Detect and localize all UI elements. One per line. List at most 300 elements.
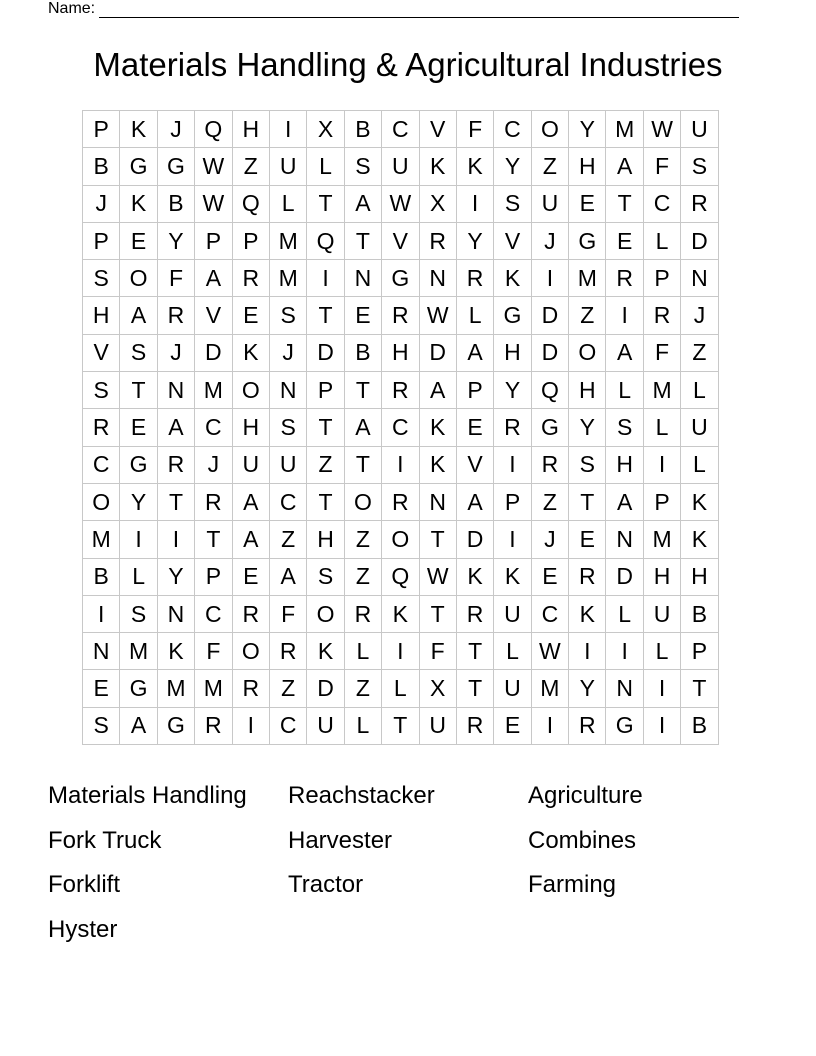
- grid-cell: K: [419, 409, 456, 446]
- grid-cell: E: [456, 409, 493, 446]
- grid-cell: V: [382, 222, 419, 259]
- grid-cell: J: [83, 185, 120, 222]
- grid-row: [83, 521, 719, 558]
- grid-cell: L: [681, 446, 718, 483]
- grid-cell: C: [195, 409, 232, 446]
- grid-cell: T: [157, 483, 194, 520]
- grid-cell: M: [195, 372, 232, 409]
- grid-cell: Z: [531, 148, 568, 185]
- grid-cell: S: [344, 148, 381, 185]
- grid-cell: F: [195, 633, 232, 670]
- grid-cell: S: [269, 409, 306, 446]
- grid-cell: A: [419, 372, 456, 409]
- grid-cell: O: [531, 111, 568, 148]
- grid-cell: D: [307, 670, 344, 707]
- grid-row: [83, 446, 719, 483]
- grid-cell: R: [643, 297, 680, 334]
- grid-cell: I: [606, 633, 643, 670]
- grid-cell: R: [681, 185, 718, 222]
- grid-cell: M: [269, 222, 306, 259]
- grid-cell: A: [120, 707, 157, 744]
- grid-cell: N: [606, 521, 643, 558]
- grid-cell: E: [83, 670, 120, 707]
- grid-cell: B: [681, 595, 718, 632]
- grid-cell: U: [494, 595, 531, 632]
- grid-cell: K: [232, 334, 269, 371]
- word-bank-item: Tractor: [288, 871, 364, 899]
- grid-cell: Y: [569, 111, 606, 148]
- grid-cell: L: [643, 633, 680, 670]
- grid-cell: L: [643, 409, 680, 446]
- grid-cell: Y: [494, 372, 531, 409]
- grid-cell: G: [531, 409, 568, 446]
- grid-cell: I: [382, 446, 419, 483]
- grid-cell: D: [606, 558, 643, 595]
- grid-cell: K: [456, 558, 493, 595]
- grid-cell: T: [681, 670, 718, 707]
- grid-cell: I: [269, 111, 306, 148]
- grid-cell: N: [681, 260, 718, 297]
- grid-cell: O: [232, 633, 269, 670]
- grid-cell: X: [419, 185, 456, 222]
- grid-cell: S: [120, 334, 157, 371]
- grid-cell: Q: [195, 111, 232, 148]
- grid-cell: R: [569, 707, 606, 744]
- word-bank-item: Harvester: [288, 826, 393, 854]
- grid-cell: Y: [569, 409, 606, 446]
- grid-cell: F: [157, 260, 194, 297]
- grid-row: [83, 148, 719, 185]
- grid-cell: A: [157, 409, 194, 446]
- grid-cell: D: [195, 334, 232, 371]
- grid-cell: A: [232, 483, 269, 520]
- grid-cell: K: [157, 633, 194, 670]
- grid-row: [83, 409, 719, 446]
- grid-row: [83, 558, 719, 595]
- grid-cell: R: [494, 409, 531, 446]
- grid-cell: Q: [382, 558, 419, 595]
- grid-cell: J: [531, 521, 568, 558]
- grid-cell: T: [344, 222, 381, 259]
- grid-cell: P: [195, 222, 232, 259]
- grid-cell: I: [569, 633, 606, 670]
- grid-cell: L: [120, 558, 157, 595]
- grid-cell: N: [419, 483, 456, 520]
- grid-cell: B: [344, 111, 381, 148]
- grid-cell: V: [456, 446, 493, 483]
- grid-cell: R: [195, 707, 232, 744]
- grid-cell: T: [120, 372, 157, 409]
- grid-cell: G: [120, 148, 157, 185]
- grid-cell: R: [269, 633, 306, 670]
- grid-cell: H: [569, 148, 606, 185]
- grid-cell: R: [232, 260, 269, 297]
- grid-cell: C: [382, 409, 419, 446]
- grid-cell: H: [232, 111, 269, 148]
- grid-cell: T: [344, 446, 381, 483]
- grid-cell: C: [269, 483, 306, 520]
- grid-cell: T: [456, 670, 493, 707]
- grid-cell: K: [456, 148, 493, 185]
- grid-cell: I: [643, 446, 680, 483]
- grid-cell: G: [157, 148, 194, 185]
- grid-cell: F: [643, 148, 680, 185]
- grid-cell: U: [269, 446, 306, 483]
- grid-cell: H: [643, 558, 680, 595]
- grid-cell: W: [419, 558, 456, 595]
- grid-cell: A: [456, 334, 493, 371]
- grid-cell: S: [120, 595, 157, 632]
- grid-cell: M: [643, 521, 680, 558]
- grid-cell: C: [195, 595, 232, 632]
- grid-cell: L: [456, 297, 493, 334]
- grid-cell: M: [195, 670, 232, 707]
- grid-cell: H: [307, 521, 344, 558]
- grid-cell: Z: [269, 521, 306, 558]
- grid-cell: N: [344, 260, 381, 297]
- grid-row: [83, 707, 719, 744]
- grid-cell: M: [157, 670, 194, 707]
- grid-cell: E: [120, 222, 157, 259]
- grid-cell: F: [419, 633, 456, 670]
- word-bank-item: Agriculture: [528, 782, 643, 809]
- grid-cell: V: [83, 334, 120, 371]
- grid-cell: D: [531, 297, 568, 334]
- grid-cell: Z: [232, 148, 269, 185]
- word-bank-item: Fork Truck: [48, 826, 162, 854]
- grid-cell: S: [681, 148, 718, 185]
- grid-cell: S: [83, 260, 120, 297]
- grid-cell: T: [456, 633, 493, 670]
- grid-cell: P: [307, 372, 344, 409]
- grid-cell: E: [120, 409, 157, 446]
- grid-cell: P: [643, 260, 680, 297]
- grid-cell: R: [195, 483, 232, 520]
- grid-cell: B: [681, 707, 718, 744]
- grid-cell: I: [157, 521, 194, 558]
- grid-cell: R: [382, 372, 419, 409]
- grid-cell: Z: [681, 334, 718, 371]
- grid-cell: H: [232, 409, 269, 446]
- grid-cell: Z: [344, 670, 381, 707]
- page-title: Materials Handling & Agricultural Industries: [93, 46, 723, 83]
- grid-cell: J: [195, 446, 232, 483]
- grid-cell: H: [382, 334, 419, 371]
- grid-cell: A: [606, 483, 643, 520]
- grid-row: [83, 185, 719, 222]
- grid-cell: U: [681, 409, 718, 446]
- grid-row: [83, 297, 719, 334]
- grid-cell: Y: [157, 222, 194, 259]
- grid-cell: H: [606, 446, 643, 483]
- grid-cell: Z: [307, 446, 344, 483]
- grid-cell: S: [494, 185, 531, 222]
- grid-cell: L: [344, 633, 381, 670]
- grid-cell: G: [382, 260, 419, 297]
- name-label: Name:: [48, 0, 96, 17]
- grid-cell: L: [382, 670, 419, 707]
- grid-cell: Z: [344, 558, 381, 595]
- grid-cell: N: [419, 260, 456, 297]
- grid-cell: D: [681, 222, 718, 259]
- grid-cell: C: [494, 111, 531, 148]
- word-bank-item: Forklift: [48, 871, 120, 899]
- grid-cell: P: [83, 111, 120, 148]
- grid-cell: G: [606, 707, 643, 744]
- grid-cell: A: [232, 521, 269, 558]
- grid-cell: Y: [456, 222, 493, 259]
- grid-cell: S: [307, 558, 344, 595]
- grid-cell: R: [456, 260, 493, 297]
- grid-cell: M: [643, 372, 680, 409]
- grid-cell: R: [157, 297, 194, 334]
- grid-cell: Z: [569, 297, 606, 334]
- grid-cell: K: [569, 595, 606, 632]
- grid-cell: B: [83, 558, 120, 595]
- grid-row: [83, 633, 719, 670]
- grid-cell: W: [195, 148, 232, 185]
- grid-cell: T: [606, 185, 643, 222]
- grid-cell: D: [307, 334, 344, 371]
- grid-cell: H: [83, 297, 120, 334]
- grid-cell: Y: [569, 670, 606, 707]
- grid-cell: I: [494, 446, 531, 483]
- grid-cell: N: [269, 372, 306, 409]
- grid-cell: F: [643, 334, 680, 371]
- grid-cell: L: [307, 148, 344, 185]
- grid-cell: R: [456, 595, 493, 632]
- grid-cell: Y: [120, 483, 157, 520]
- grid-cell: G: [157, 707, 194, 744]
- grid-cell: P: [195, 558, 232, 595]
- word-search-grid: [82, 110, 719, 745]
- name-blank-line: [99, 1, 739, 18]
- grid-cell: T: [307, 185, 344, 222]
- grid-cell: Z: [269, 670, 306, 707]
- grid-cell: T: [307, 297, 344, 334]
- grid-cell: G: [120, 446, 157, 483]
- grid-cell: U: [232, 446, 269, 483]
- grid-cell: A: [606, 148, 643, 185]
- grid-cell: A: [269, 558, 306, 595]
- grid-cell: T: [307, 409, 344, 446]
- grid-cell: B: [157, 185, 194, 222]
- grid-cell: O: [382, 521, 419, 558]
- grid-cell: P: [456, 372, 493, 409]
- grid-cell: O: [569, 334, 606, 371]
- grid-cell: P: [83, 222, 120, 259]
- grid-cell: Q: [307, 222, 344, 259]
- grid-cell: J: [681, 297, 718, 334]
- grid-cell: R: [232, 670, 269, 707]
- grid-cell: L: [494, 633, 531, 670]
- grid-cell: R: [382, 297, 419, 334]
- grid-cell: T: [419, 521, 456, 558]
- grid-cell: A: [456, 483, 493, 520]
- grid-cell: M: [569, 260, 606, 297]
- grid-cell: E: [531, 558, 568, 595]
- grid-cell: W: [419, 297, 456, 334]
- grid-cell: L: [643, 222, 680, 259]
- grid-cell: I: [456, 185, 493, 222]
- grid-cell: M: [120, 633, 157, 670]
- grid-cell: Z: [344, 521, 381, 558]
- word-bank-item: Materials Handling: [48, 782, 247, 809]
- grid-cell: P: [643, 483, 680, 520]
- grid-row: [83, 372, 719, 409]
- grid-cell: U: [494, 670, 531, 707]
- grid-cell: A: [606, 334, 643, 371]
- grid-cell: I: [232, 707, 269, 744]
- grid-cell: I: [606, 297, 643, 334]
- grid-cell: A: [120, 297, 157, 334]
- grid-cell: I: [643, 670, 680, 707]
- grid-cell: C: [269, 707, 306, 744]
- grid-cell: E: [232, 297, 269, 334]
- grid-cell: A: [195, 260, 232, 297]
- grid-cell: U: [419, 707, 456, 744]
- grid-cell: V: [195, 297, 232, 334]
- grid-cell: F: [269, 595, 306, 632]
- grid-cell: O: [307, 595, 344, 632]
- grid-cell: R: [606, 260, 643, 297]
- grid-cell: O: [232, 372, 269, 409]
- grid-cell: T: [307, 483, 344, 520]
- grid-cell: R: [569, 558, 606, 595]
- grid-cell: O: [83, 483, 120, 520]
- grid-cell: V: [494, 222, 531, 259]
- grid-cell: I: [83, 595, 120, 632]
- grid-cell: S: [269, 297, 306, 334]
- grid-cell: M: [83, 521, 120, 558]
- grid-cell: O: [120, 260, 157, 297]
- name-field: [48, 0, 739, 18]
- grid-cell: E: [606, 222, 643, 259]
- grid-cell: X: [419, 670, 456, 707]
- grid-row: [83, 595, 719, 632]
- grid-cell: G: [569, 222, 606, 259]
- grid-cell: Q: [531, 372, 568, 409]
- grid-cell: H: [569, 372, 606, 409]
- grid-cell: R: [157, 446, 194, 483]
- grid-cell: F: [456, 111, 493, 148]
- grid-cell: I: [531, 707, 568, 744]
- grid-cell: P: [494, 483, 531, 520]
- grid-cell: W: [531, 633, 568, 670]
- grid-cell: V: [419, 111, 456, 148]
- grid-cell: T: [569, 483, 606, 520]
- grid-cell: W: [195, 185, 232, 222]
- grid-row: [83, 260, 719, 297]
- grid-cell: E: [569, 185, 606, 222]
- grid-cell: E: [344, 297, 381, 334]
- grid-cell: U: [382, 148, 419, 185]
- grid-row: [83, 483, 719, 520]
- grid-cell: C: [83, 446, 120, 483]
- grid-cell: K: [419, 446, 456, 483]
- grid-cell: S: [606, 409, 643, 446]
- grid-cell: W: [382, 185, 419, 222]
- grid-cell: T: [195, 521, 232, 558]
- grid-cell: K: [120, 111, 157, 148]
- grid-cell: U: [269, 148, 306, 185]
- grid-cell: Z: [531, 483, 568, 520]
- grid-cell: K: [120, 185, 157, 222]
- grid-cell: R: [83, 409, 120, 446]
- word-bank: [48, 780, 768, 958]
- grid-cell: R: [344, 595, 381, 632]
- grid-cell: I: [382, 633, 419, 670]
- grid-row: [83, 222, 719, 259]
- grid-cell: W: [643, 111, 680, 148]
- grid-cell: J: [269, 334, 306, 371]
- grid-cell: T: [419, 595, 456, 632]
- grid-cell: N: [157, 595, 194, 632]
- grid-cell: Q: [232, 185, 269, 222]
- grid-cell: J: [157, 334, 194, 371]
- word-bank-item: Farming: [528, 871, 617, 899]
- grid-cell: Y: [157, 558, 194, 595]
- grid-cell: N: [157, 372, 194, 409]
- grid-cell: K: [494, 558, 531, 595]
- grid-cell: I: [643, 707, 680, 744]
- grid-cell: L: [269, 185, 306, 222]
- grid-cell: L: [606, 595, 643, 632]
- grid-cell: K: [307, 633, 344, 670]
- grid-row: [83, 670, 719, 707]
- grid-cell: K: [681, 483, 718, 520]
- grid-cell: G: [120, 670, 157, 707]
- word-bank-item: Hyster: [48, 915, 118, 943]
- grid-cell: R: [531, 446, 568, 483]
- grid-cell: R: [456, 707, 493, 744]
- grid-cell: K: [382, 595, 419, 632]
- grid-cell: T: [344, 372, 381, 409]
- grid-cell: P: [681, 633, 718, 670]
- grid-cell: I: [494, 521, 531, 558]
- grid-cell: H: [494, 334, 531, 371]
- grid-cell: M: [531, 670, 568, 707]
- grid-cell: J: [531, 222, 568, 259]
- grid-row: [83, 111, 719, 148]
- grid-cell: K: [494, 260, 531, 297]
- grid-cell: C: [643, 185, 680, 222]
- grid-cell: U: [307, 707, 344, 744]
- grid-cell: S: [83, 707, 120, 744]
- grid-cell: J: [157, 111, 194, 148]
- grid-cell: U: [531, 185, 568, 222]
- grid-cell: C: [382, 111, 419, 148]
- grid-cell: N: [606, 670, 643, 707]
- grid-cell: C: [531, 595, 568, 632]
- grid-cell: A: [344, 409, 381, 446]
- grid-cell: P: [232, 222, 269, 259]
- grid-cell: X: [307, 111, 344, 148]
- grid-cell: U: [643, 595, 680, 632]
- grid-cell: A: [344, 185, 381, 222]
- grid-cell: R: [419, 222, 456, 259]
- grid-row: [83, 334, 719, 371]
- word-bank-item: Reachstacker: [288, 782, 435, 809]
- grid-cell: R: [232, 595, 269, 632]
- grid-cell: I: [531, 260, 568, 297]
- grid-cell: M: [269, 260, 306, 297]
- grid-cell: E: [569, 521, 606, 558]
- grid-cell: I: [307, 260, 344, 297]
- grid-cell: T: [382, 707, 419, 744]
- grid-cell: Y: [494, 148, 531, 185]
- grid-cell: D: [419, 334, 456, 371]
